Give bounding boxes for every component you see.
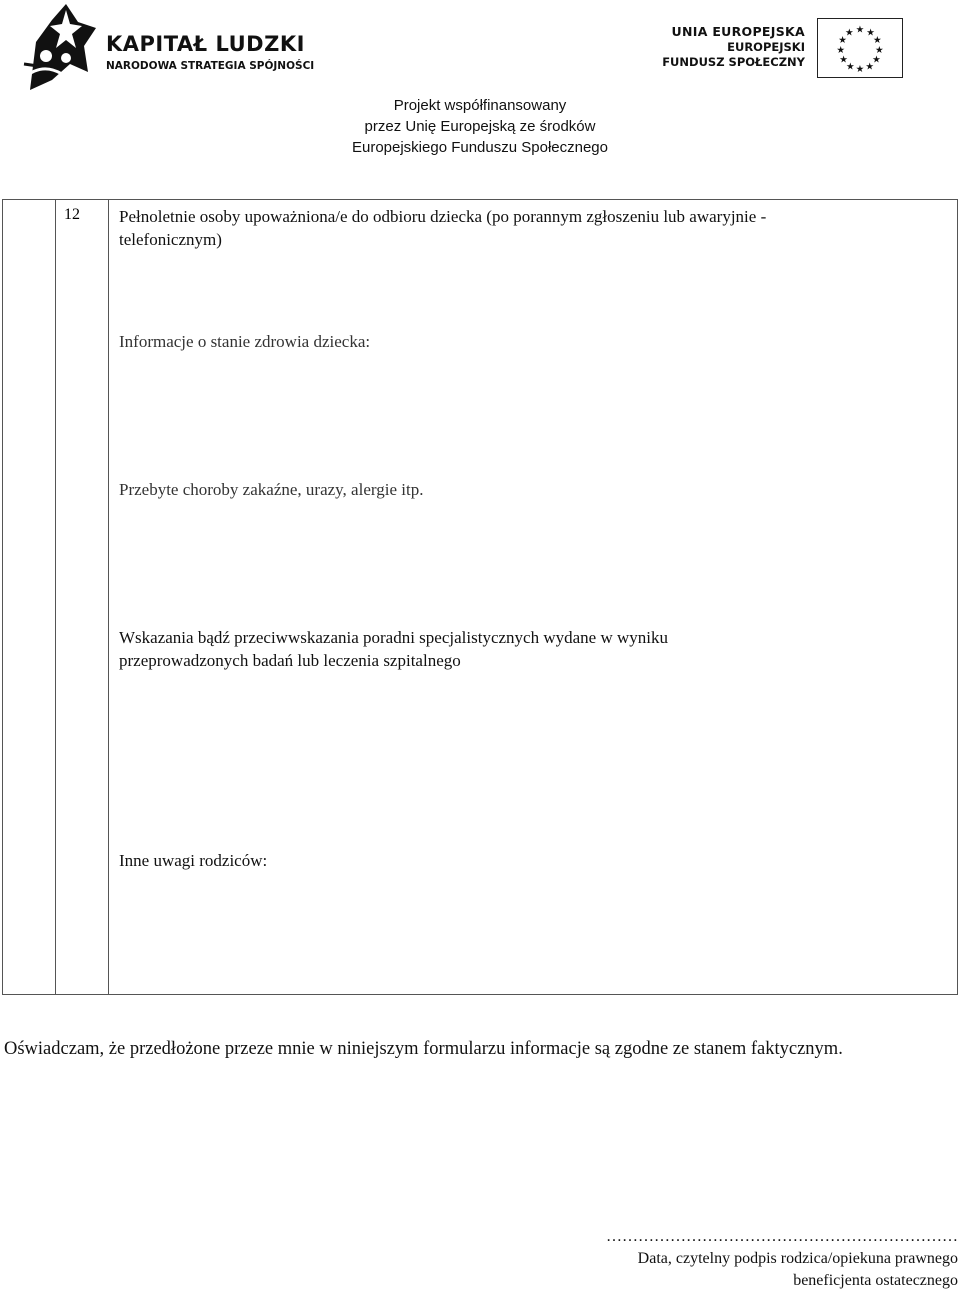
- svg-text:★: ★: [873, 35, 882, 47]
- svg-text:★: ★: [838, 35, 847, 47]
- row-number: 12: [64, 206, 80, 223]
- cofinancing-line2: przez Unię Europejską ze środków: [364, 118, 596, 135]
- logo-subtitle: NARODOWA STRATEGIA SPÓJNOŚCI: [106, 60, 315, 72]
- eu-logo: [640, 16, 905, 82]
- svg-text:★: ★: [836, 44, 846, 56]
- signature-block: [606, 1226, 958, 1292]
- svg-text:★: ★: [865, 61, 875, 73]
- authorized-persons-line1: Pełnoletnie osoby upoważniona/e do odbioru dziecka (po porannym zgłoszeniu lub awaryjnie -: [119, 207, 767, 226]
- kapital-ludzki-logo: [22, 2, 322, 94]
- indications-line2: przeprowadzonych badań lub leczenia szpitalnego: [119, 651, 461, 670]
- form-table: [2, 199, 958, 995]
- svg-text:★: ★: [855, 24, 865, 36]
- eu-logo-text: [662, 24, 805, 70]
- eu-flag-icon: [817, 18, 903, 78]
- past-illnesses-label: Przebyte choroby zakaźne, urazy, alergie itp.: [119, 480, 424, 499]
- cofinancing-line1: Projekt współfinansowany: [393, 97, 567, 114]
- authorized-persons-label: [119, 205, 949, 251]
- cofinancing-line3: Europejskiego Funduszu Społecznego: [351, 139, 608, 156]
- table-divider: [55, 200, 56, 994]
- signature-dots: …………………………………………………………: [606, 1228, 958, 1245]
- svg-text:★: ★: [845, 61, 855, 73]
- svg-text:★: ★: [845, 27, 854, 39]
- cofinancing-note: [0, 95, 960, 158]
- kapital-ludzki-emblem-icon: [22, 2, 100, 94]
- svg-text:★: ★: [872, 54, 881, 66]
- indications-line1: Wskazania bądź przeciwwskazania poradni specjalistycznych wydane w wyniku: [119, 628, 668, 647]
- svg-text:★: ★: [855, 64, 865, 76]
- document-header: [0, 0, 960, 160]
- svg-text:★: ★: [839, 54, 848, 66]
- svg-text:★: ★: [874, 44, 884, 56]
- indications-label: [119, 626, 949, 672]
- authorized-persons-line2: telefonicznym): [119, 230, 222, 249]
- declaration-statement: Oświadczam, że przedłożone przeze mnie w niniejszym formularzu informacje są zgodne ze stanem faktycznym.: [4, 1039, 843, 1059]
- eu-logo-line3: FUNDUSZ SPOŁECZNY: [662, 55, 805, 69]
- eu-logo-line1: UNIA EUROPEJSKA: [671, 24, 805, 39]
- svg-text:★: ★: [866, 27, 875, 39]
- signature-label-line2: beneficjenta ostatecznego: [793, 1272, 958, 1289]
- signature-label-line1: Data, czytelny podpis rodzica/opiekuna prawnego: [637, 1250, 958, 1267]
- logo-title: KAPITAŁ LUDZKI: [106, 32, 305, 56]
- health-info-label: Informacje o stanie zdrowia dziecka:: [119, 332, 371, 351]
- table-divider: [108, 200, 109, 994]
- eu-logo-line2: EUROPEJSKI: [727, 40, 805, 54]
- parent-notes-label: Inne uwagi rodziców:: [119, 851, 268, 870]
